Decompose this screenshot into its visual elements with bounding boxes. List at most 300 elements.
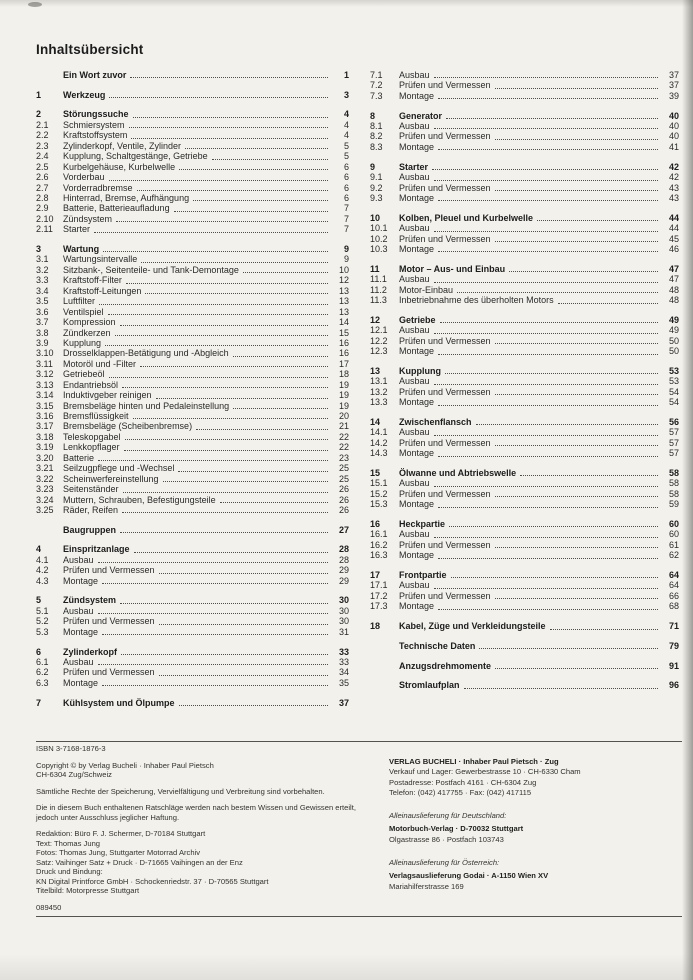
toc-entry	[370, 387, 679, 397]
toc-entry-number: 6.1	[36, 656, 49, 667]
toc-entry-page: 40	[668, 131, 679, 142]
toc-entry	[36, 411, 349, 421]
dot-leader	[103, 244, 328, 254]
toc-entry-number: 12.3	[370, 346, 388, 357]
toc-entry-number: 14.3	[370, 448, 388, 459]
toc-entry	[36, 565, 349, 575]
toc-entry-number: 6.2	[36, 667, 49, 678]
toc-entry-title: Montage	[399, 448, 435, 459]
toc-entry-title: Montage	[63, 677, 99, 688]
dot-leader	[438, 550, 658, 560]
toc-entry-title: Vorderbau	[63, 172, 105, 183]
toc-entry	[36, 307, 349, 317]
toc-entry	[36, 667, 349, 677]
toc-entry-page: 20	[338, 411, 349, 422]
dot-leader	[495, 131, 658, 141]
dot-leader	[464, 680, 658, 690]
toc-entry-number: 11.1	[370, 274, 387, 285]
toc-entry-number: 4.1	[36, 554, 49, 565]
toc-entry	[36, 484, 349, 494]
toc-entry-page: 60	[668, 518, 679, 529]
toc-entry-title: Montage	[399, 499, 435, 510]
toc-entry-number: 3.18	[36, 431, 54, 442]
toc-entry-page: 31	[338, 626, 349, 637]
dot-leader	[193, 193, 328, 203]
scan-edge-top	[0, 0, 693, 7]
toc-entry-page: 4	[343, 109, 349, 120]
toc-entry-title: Einspritzanlage	[63, 544, 130, 555]
toc-entry-title: Getriebeöl	[63, 369, 105, 380]
toc-entry-number: 2.5	[36, 161, 49, 172]
toc-entry-page: 13	[338, 285, 349, 296]
toc-entry-number: 8.2	[370, 131, 383, 142]
toc-entry-title: Prüfen und Vermessen	[399, 590, 491, 601]
toc-group	[370, 468, 679, 510]
toc-entry	[370, 325, 679, 335]
toc-entry-page: 46	[668, 244, 679, 255]
dot-leader	[432, 162, 658, 172]
toc-entry	[370, 234, 679, 244]
toc-entry-page: 42	[668, 172, 679, 183]
toc-entry	[36, 130, 349, 140]
toc-entry-title: Prüfen und Vermessen	[63, 616, 155, 627]
toc-group	[36, 244, 349, 515]
toc-entry-number: 9.1	[370, 172, 383, 183]
toc-entry	[370, 285, 679, 295]
imprint-paragraph	[36, 787, 388, 797]
toc-entry	[370, 540, 679, 550]
toc-entry	[370, 193, 679, 203]
toc-group	[370, 570, 679, 612]
toc-entry-page: 71	[668, 621, 679, 632]
toc-entry-number: 2.9	[36, 203, 49, 214]
toc-entry-title: Scheinwerfereinstellung	[63, 473, 159, 484]
toc-entry	[36, 401, 349, 411]
toc-entry-number	[370, 680, 399, 690]
toc-entry-page: 16	[338, 337, 349, 348]
toc-entry	[36, 286, 349, 296]
toc-entry-number: 17	[370, 570, 381, 581]
toc-entry	[36, 369, 349, 379]
imprint-line: Titelbild: Motorpresse Stuttgart	[36, 886, 140, 895]
toc-entry-page: 54	[668, 397, 679, 408]
toc-entry-page: 26	[338, 494, 349, 505]
toc-entry-title: Heckpartie	[399, 518, 446, 529]
toc-entry-title: Starter	[399, 161, 429, 172]
toc-entry-title: Wartung	[63, 244, 100, 255]
toc-entry-page: 66	[668, 590, 679, 601]
toc-entry-number: 3.3	[36, 275, 49, 286]
toc-entry-number: 11.3	[370, 295, 387, 306]
toc-entry-number: 3.12	[36, 369, 54, 380]
toc-entry	[36, 678, 349, 688]
toc-entry	[370, 448, 679, 458]
toc-entry-number: 3.20	[36, 452, 54, 463]
toc-entry	[36, 141, 349, 151]
toc-entry-page: 3	[343, 89, 349, 100]
toc-entry-number: 15.1	[370, 478, 388, 489]
scan-edge-bottom	[0, 954, 693, 980]
toc-entry-number: 12.2	[370, 335, 388, 346]
dot-leader	[178, 463, 328, 473]
dot-leader	[94, 224, 328, 234]
toc-entry-page: 43	[668, 182, 679, 193]
toc-group	[370, 680, 679, 690]
toc-entry-title: Ausbau	[399, 325, 430, 336]
toc-entry-number: 18	[370, 621, 381, 632]
toc-entry	[370, 172, 679, 182]
toc-entry-title: Ausbau	[399, 70, 430, 80]
toc-entry-title: Schmiersystem	[63, 119, 125, 130]
toc-entry-number: 3.14	[36, 390, 54, 401]
dot-leader	[495, 489, 658, 499]
toc-entry-page: 23	[338, 452, 349, 463]
imprint-line: Sämtliche Rechte der Speicherung, Vervielfältigung und Verbreitung sind vorbehalten.	[36, 786, 325, 796]
toc-entry	[370, 438, 679, 448]
dot-leader	[438, 193, 658, 203]
dot-leader	[495, 540, 658, 550]
toc-group	[370, 417, 679, 459]
toc-entry-title: Ausbau	[399, 376, 430, 387]
toc-entry-number: 16.2	[370, 539, 388, 550]
toc-entry-number: 5.3	[36, 626, 49, 637]
publisher-line: Postadresse: Postfach 4161 · CH-6304 Zug	[389, 777, 537, 787]
toc-entry	[36, 214, 349, 224]
dot-leader	[159, 667, 328, 677]
toc-entry-title: Sitzbank-, Seitenteile- und Tank-Demontage	[63, 264, 239, 275]
toc-entry-page: 21	[338, 421, 349, 432]
toc-entry	[370, 591, 679, 601]
toc-entry-number: 3.15	[36, 400, 54, 411]
toc-entry	[36, 265, 349, 275]
toc-left-column	[36, 70, 349, 708]
toc-entry-title: Prüfen und Vermessen	[399, 539, 491, 550]
publisher-block	[389, 811, 679, 845]
dot-leader	[434, 172, 658, 182]
toc-entry	[36, 70, 349, 80]
toc-entry-page: 56	[668, 416, 679, 427]
toc-entry-title: Zylinderkopf	[63, 646, 118, 657]
toc-entry-title: Luftfilter	[63, 296, 96, 307]
publisher-line: Telefon: (042) 417755 · Fax: (042) 417115	[389, 787, 532, 797]
toc-entry-number: 8.1	[370, 121, 383, 132]
imprint-line: Druck und Bindung:	[36, 867, 103, 876]
toc-entry-title: Motoröl und -Filter	[63, 358, 137, 369]
toc-entry-page: 53	[668, 365, 679, 376]
dot-leader	[133, 109, 328, 119]
dot-leader	[440, 315, 658, 325]
dot-leader	[159, 565, 328, 575]
dot-leader	[446, 111, 658, 121]
dot-leader	[495, 183, 658, 193]
dot-leader	[163, 474, 328, 484]
toc-entry-page: 15	[338, 327, 349, 338]
toc-entry-title: Prüfen und Vermessen	[399, 335, 491, 346]
toc-entry-page: 6	[343, 192, 349, 203]
toc-entry-page: 7	[343, 213, 349, 224]
toc-entry-page: 30	[338, 595, 349, 606]
dot-leader	[156, 390, 328, 400]
toc-entry-page: 49	[668, 325, 679, 336]
toc-entry-title: Montage	[399, 244, 435, 255]
dot-leader	[123, 484, 328, 494]
publisher-line: Motorbuch-Verlag · D-70032 Stuttgart	[389, 824, 524, 834]
page-title: Inhaltsübersicht	[36, 42, 144, 57]
dot-leader	[495, 80, 658, 90]
toc-entry-page: 37	[338, 697, 349, 708]
toc-entry-number: 14.2	[370, 437, 388, 448]
toc-entry-number: 3.4	[36, 285, 49, 296]
toc-entry-page: 48	[668, 295, 679, 306]
toc-group	[370, 70, 679, 101]
toc-entry-number: 12.1	[370, 325, 388, 336]
toc-entry-number: 9	[370, 161, 376, 172]
dot-leader	[129, 120, 328, 130]
imprint-line: Fotos: Thomas Jung, Stuttgarter Motorrad Archiv	[36, 848, 201, 857]
toc-entry-page: 13	[338, 306, 349, 317]
toc-entry-page: 29	[338, 575, 349, 586]
toc-entry-page: 64	[668, 580, 679, 591]
toc-entry-page: 60	[668, 529, 679, 540]
scan-edge-right	[682, 0, 693, 980]
toc-entry-number: 2.1	[36, 119, 49, 130]
toc-entry-page: 59	[668, 499, 679, 510]
toc-entry-title: Motor – Aus- und Einbau	[399, 263, 506, 274]
toc-entry-page: 30	[338, 616, 349, 627]
toc-entry	[370, 346, 679, 356]
dot-leader	[212, 151, 328, 161]
toc-entry-title: Kraftstoffsystem	[63, 130, 128, 141]
toc-entry-page: 12	[338, 275, 349, 286]
toc-entry	[36, 495, 349, 505]
toc-entry-title: Ausbau	[399, 427, 430, 438]
toc-entry-number: 3.24	[36, 494, 54, 505]
toc-entry-page: 27	[338, 524, 349, 535]
toc-entry	[36, 359, 349, 369]
toc-entry-title: Ausbau	[399, 529, 430, 540]
dot-leader	[451, 570, 658, 580]
toc-entry-title: Drosselklappen-Betätigung und -Abgleich	[63, 348, 229, 359]
dot-leader	[438, 397, 658, 407]
toc-entry-page: 19	[338, 390, 349, 401]
toc-entry-number: 3.19	[36, 442, 54, 453]
toc-entry-number: 5.2	[36, 616, 49, 627]
dot-leader	[495, 387, 658, 397]
toc-entry-number: 3.11	[36, 358, 53, 369]
imprint-line: Text: Thomas Jung	[36, 838, 101, 848]
toc-entry-title: Ausbau	[63, 656, 94, 667]
toc-entry-title: Inbetriebnahme des überholten Motors	[399, 295, 554, 306]
toc-entry-title: Ausbau	[399, 121, 430, 132]
toc-entry-title: Kupplung	[399, 365, 441, 376]
toc-group	[370, 111, 679, 153]
toc-entry-title: Anzugsdrehmomente	[399, 660, 492, 671]
toc-entry-title: Montage	[399, 550, 435, 561]
dot-leader	[137, 183, 328, 193]
dot-leader	[109, 172, 328, 182]
toc-entry-page: 44	[668, 223, 679, 234]
toc-entry-number	[36, 525, 63, 535]
dot-leader	[126, 275, 328, 285]
toc-entry-number: 13.3	[370, 397, 388, 408]
dot-leader	[434, 121, 658, 131]
toc-entry	[36, 275, 349, 285]
toc-entry	[36, 453, 349, 463]
toc-entry-page: 58	[668, 478, 679, 489]
toc-entry	[370, 336, 679, 346]
toc-entry-title: Baugruppen	[63, 524, 116, 535]
toc-entry	[370, 489, 679, 499]
publisher-line: Verlagsauslieferung Godai · A-1150 Wien XV	[389, 871, 549, 881]
dot-leader	[109, 90, 328, 100]
imprint-line: Die in diesem Buch enthaltenen Ratschläge werden nach bestem Wissen und Gewissen erteilt,	[36, 803, 356, 812]
toc-entry-page: 5	[343, 140, 349, 151]
dot-leader	[179, 698, 328, 708]
toc-entry-page: 53	[668, 376, 679, 387]
publisher-line: Alleinauslieferung für Österreich:	[389, 858, 500, 868]
toc-entry	[36, 338, 349, 348]
toc-entry	[370, 142, 679, 152]
dot-leader	[98, 453, 328, 463]
toc-entry	[370, 621, 679, 631]
toc-group	[370, 264, 679, 306]
publisher-right-block	[389, 757, 679, 905]
toc-entry-page: 9	[343, 254, 349, 265]
toc-entry-number: 15	[370, 467, 381, 478]
toc-entry-number: 10.3	[370, 244, 388, 255]
toc-entry	[370, 121, 679, 131]
toc-entry-title: Zündsystem	[63, 213, 113, 224]
toc-entry-number: 2.8	[36, 192, 49, 203]
toc-entry	[36, 616, 349, 626]
dot-leader	[99, 296, 328, 306]
toc-entry-title: Ausbau	[399, 478, 430, 489]
toc-entry	[36, 348, 349, 358]
toc-entry-page: 41	[668, 141, 679, 152]
dot-leader	[434, 376, 658, 386]
toc-entry-number: 17.1	[370, 580, 388, 591]
toc-entry-page: 29	[338, 565, 349, 576]
toc-entry	[36, 606, 349, 616]
dot-leader	[438, 601, 658, 611]
toc-entry-title: Kupplung, Schaltgestänge, Getriebe	[63, 151, 208, 162]
toc-entry	[370, 70, 679, 80]
toc-entry	[36, 254, 349, 264]
dot-leader	[141, 254, 328, 264]
toc-entry-page: 79	[668, 640, 679, 651]
toc-entry-title: Ausbau	[63, 605, 94, 616]
toc-entry-title: Ölwanne und Abtriebswelle	[399, 467, 517, 478]
imprint-line: CH-6304 Zug/Schweiz	[36, 770, 112, 779]
toc-entry-number: 9.2	[370, 182, 383, 193]
dot-leader	[102, 576, 328, 586]
toc-entry	[36, 109, 349, 119]
toc-entry-page: 16	[338, 348, 349, 359]
toc-group	[370, 213, 679, 255]
toc-entry	[370, 213, 679, 223]
toc-entry-title: Frontpartie	[399, 570, 447, 581]
toc-entry-page: 39	[668, 90, 679, 101]
toc-entry-page: 28	[338, 544, 349, 555]
toc-entry	[36, 90, 349, 100]
dot-leader	[120, 317, 328, 327]
toc-entry-number: 3.22	[36, 473, 54, 484]
toc-entry-number: 16	[370, 518, 381, 529]
toc-entry	[36, 183, 349, 193]
toc-entry-title: Hinterrad, Bremse, Aufhängung	[63, 192, 190, 203]
dot-leader	[434, 580, 658, 590]
toc-entry-page: 58	[668, 467, 679, 478]
toc-entry-number: 2.11	[36, 224, 53, 235]
toc-group	[370, 661, 679, 671]
toc-entry-title: Prüfen und Vermessen	[399, 488, 491, 499]
toc-entry-page: 64	[668, 570, 679, 581]
toc-entry-title: Kühlsystem und Ölpumpe	[63, 697, 175, 708]
toc-entry	[36, 203, 349, 213]
imprint-paragraph	[36, 744, 388, 754]
toc-entry-title: Ausbau	[399, 274, 430, 285]
toc-entry	[370, 529, 679, 539]
toc-entry	[370, 111, 679, 121]
imprint-paragraph	[36, 761, 388, 780]
toc-entry-number: 4	[36, 544, 42, 555]
toc-entry-page: 58	[668, 488, 679, 499]
toc-entry-title: Ausbau	[399, 172, 430, 183]
imprint-line: Copyright © by Verlag Bucheli · Inhaber Paul Pietsch	[36, 760, 214, 770]
toc-entry-number: 3.25	[36, 504, 54, 515]
dot-leader	[495, 234, 658, 244]
dot-leader	[233, 401, 328, 411]
toc-entry-number: 3.1	[36, 254, 49, 265]
toc-entry-title: Bremsflüssigkeit	[63, 411, 129, 422]
footer-top-divider	[36, 741, 682, 742]
toc-entry-title: Bremsbeläge (Scheibenbremse)	[63, 421, 193, 432]
toc-entry	[36, 698, 349, 708]
toc-entry	[36, 380, 349, 390]
imprint-paragraph	[36, 829, 388, 896]
toc-entry-title: Montage	[399, 192, 435, 203]
toc-entry-page: 37	[668, 70, 679, 80]
toc-entry	[370, 519, 679, 529]
toc-entry-number: 7	[36, 697, 42, 708]
toc-entry-page: 13	[338, 296, 349, 307]
toc-entry-page: 18	[338, 369, 349, 380]
toc-entry-number: 2.4	[36, 151, 49, 162]
toc-entry	[36, 296, 349, 306]
toc-group	[36, 698, 349, 708]
toc-entry-number: 2.7	[36, 182, 49, 193]
toc-entry	[370, 223, 679, 233]
toc-entry	[370, 295, 679, 305]
toc-entry-page: 54	[668, 386, 679, 397]
toc-entry	[370, 468, 679, 478]
dot-leader	[102, 678, 328, 688]
toc-entry-number: 2	[36, 109, 42, 120]
toc-entry-number: 1	[36, 89, 42, 100]
toc-entry	[370, 274, 679, 284]
toc-entry-page: 61	[668, 539, 679, 550]
toc-entry-number: 14	[370, 416, 381, 427]
toc-entry-number: 15.2	[370, 488, 388, 499]
toc-group	[370, 315, 679, 357]
toc-entry	[36, 224, 349, 234]
toc-entry-number: 3.9	[36, 337, 49, 348]
toc-right-column	[370, 70, 679, 691]
toc-entry-title: Werkzeug	[63, 89, 106, 100]
toc-entry	[370, 183, 679, 193]
toc-entry	[36, 432, 349, 442]
toc-entry-page: 33	[338, 646, 349, 657]
